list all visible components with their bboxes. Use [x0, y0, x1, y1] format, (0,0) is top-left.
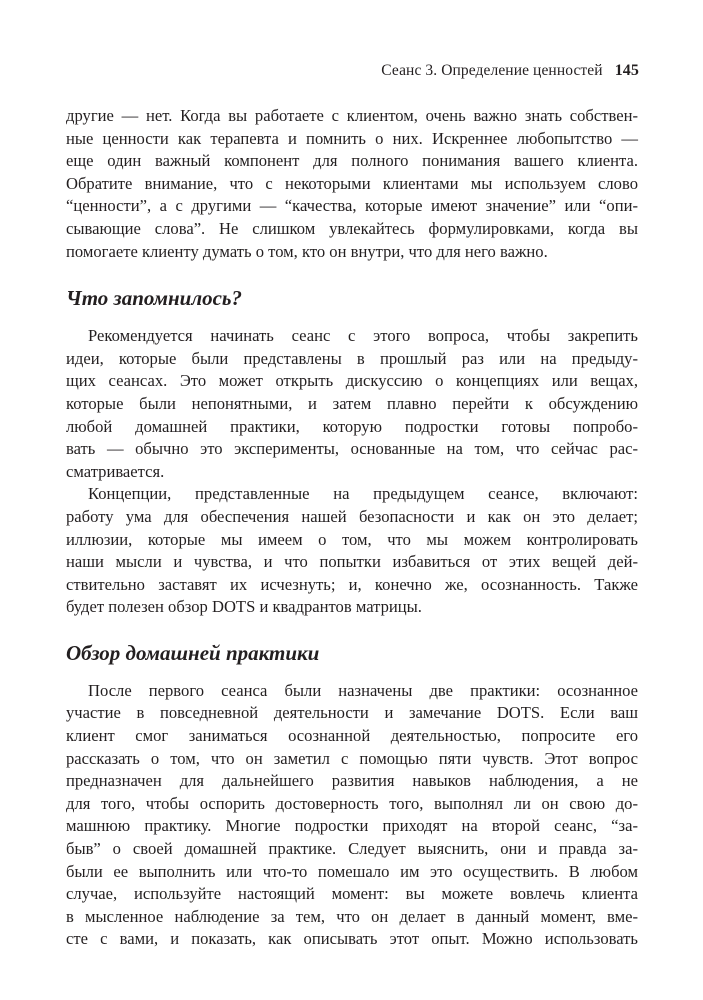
text-line: ствительно заставят их исчезнуть; и, конечно же, осознанность. Также	[66, 574, 638, 594]
running-head	[381, 62, 639, 80]
section2-paragraph1	[66, 680, 638, 951]
text-line: машнюю практику. Многие подростки приходят на второй сеанс, “за-	[66, 816, 638, 836]
section1-paragraph2	[66, 483, 638, 619]
section1-paragraph1	[66, 325, 638, 483]
section-heading-what-remembered: Что запомнилось?	[66, 286, 243, 311]
text-line: щих сеансах. Это может открыть дискуссию о концепциях или вещах,	[66, 371, 638, 391]
page-number: 145	[614, 62, 639, 79]
text-line: другие — нет. Когда вы работаете с клиентом, очень важно знать собствен-	[66, 106, 638, 125]
text-line: случае, используйте настоящий момент: вы можете вовлечь клиента	[66, 884, 638, 904]
text-line: сте с вами, и показать, как описывать этот опыт. Можно использовать	[66, 929, 638, 949]
text-line: рассказать о том, что он заметил с помощью пяти чувств. Этот вопрос	[66, 748, 638, 768]
running-title: Сеанс 3. Определение ценностей	[381, 62, 603, 79]
text-line: “ценности”, а с другими — “качества, которые имеют значение” или “опи-	[66, 196, 638, 216]
text-line: вать — обычно это эксперименты, основанные на том, что сейчас рас-	[66, 439, 638, 459]
page-body	[66, 105, 638, 951]
text-line: иллюзии, которые мы имеем о том, что мы можем контролировать	[66, 529, 638, 549]
text-line: Рекомендуется начинать сеанс с этого вопроса, чтобы закрепить	[88, 326, 638, 346]
text-line: в мысленное наблюдение за тем, что он делает в данный момент, вме-	[66, 906, 638, 926]
text-line: сматривается.	[66, 461, 165, 481]
text-line: были ее выполнить или что-то помешало им это осуществить. В любом	[66, 861, 638, 881]
text-line: идеи, которые были представлены в прошлый раз или на предыду-	[66, 348, 638, 368]
text-line: После первого сеанса были назначены две практики: осознанное	[88, 680, 638, 700]
text-line: предназначен для дальнейшего развития навыков наблюдения, а не	[66, 771, 638, 791]
text-line: для того, чтобы оспорить достоверность того, выполнял ли он свою до-	[66, 793, 638, 813]
text-line: Обратите внимание, что с некоторыми клиентами мы используем слово	[66, 173, 638, 193]
text-line: помогаете клиенту думать о том, кто он внутри, что для него важно.	[66, 241, 548, 261]
section-heading-homework-review: Обзор домашней практики	[66, 640, 320, 665]
text-line: еще один важный компонент для полного понимания вашего клиента.	[66, 151, 638, 171]
text-line: быв” о своей домашней практике. Следует выяснить, они и правда за-	[66, 839, 638, 859]
text-line: любой домашней практики, которую подростки готовы попробо-	[66, 416, 638, 436]
text-line: участие в повседневной деятельности и замечание DOTS. Если ваш	[66, 703, 638, 723]
text-line: ные ценности как терапевта и помнить о них. Искреннее любопытство —	[66, 128, 638, 148]
text-line: работу ума для обеспечения нашей безопасности и как он это делает;	[66, 506, 638, 526]
text-line: будет полезен обзор DOTS и квадрантов матрицы.	[66, 597, 422, 617]
text-line: Концепции, представленные на предыдущем сеансе, включают:	[88, 484, 638, 504]
text-line: наши мысли и чувства, и что попытки избавиться от этих вещей дей-	[66, 552, 638, 572]
text-line: которые были непонятными, и затем плавно перейти к обсуждению	[66, 393, 638, 413]
text-line: клиент смог заниматься осознанной деятельностью, попросите его	[66, 726, 638, 746]
intro-paragraph	[66, 105, 638, 263]
text-line: сывающие слова”. Не слишком увлекайтесь формулировками, когда вы	[66, 218, 638, 238]
